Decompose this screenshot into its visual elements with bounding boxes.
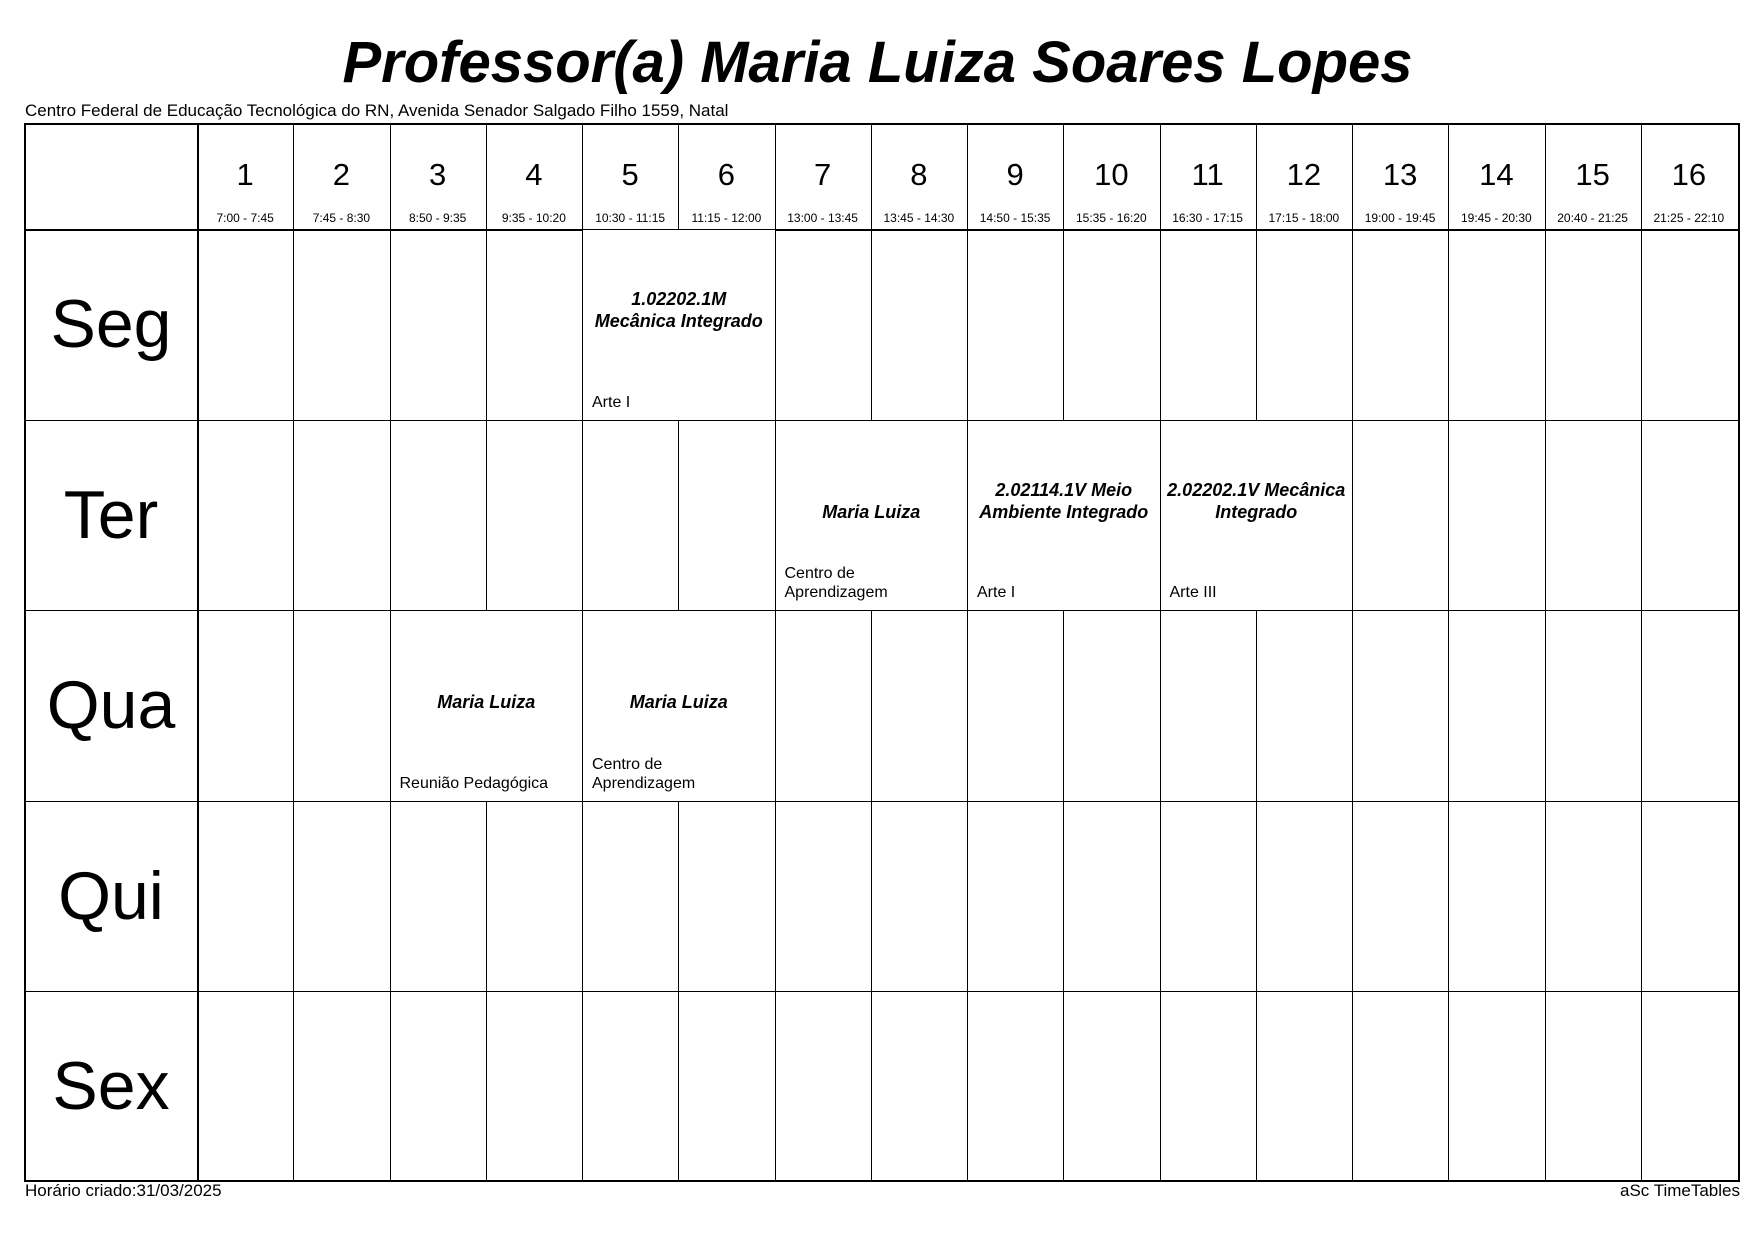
period-header xyxy=(1352,125,1448,229)
period-number: 2 xyxy=(332,157,350,192)
header-divider xyxy=(26,229,1738,231)
period-column-line xyxy=(1160,125,1161,1180)
period-header xyxy=(486,125,582,229)
lesson-subject: Arte III xyxy=(1169,584,1217,601)
period-header xyxy=(1160,125,1256,229)
period-number: 1 xyxy=(236,157,254,192)
period-number: 14 xyxy=(1479,157,1514,192)
period-header xyxy=(1641,125,1737,229)
day-label: Qui xyxy=(58,857,164,934)
timetable-grid xyxy=(24,123,1740,1182)
period-number: 5 xyxy=(621,157,639,192)
period-number: 11 xyxy=(1191,157,1224,192)
period-number: 12 xyxy=(1286,157,1322,192)
period-header xyxy=(1545,125,1641,229)
period-number: 15 xyxy=(1575,157,1610,192)
period-column-line xyxy=(1545,125,1546,1180)
period-time: 13:45 - 14:30 xyxy=(883,211,955,225)
period-header xyxy=(390,125,486,229)
period-header xyxy=(775,125,871,229)
period-column-line xyxy=(1641,125,1642,1180)
period-header xyxy=(871,125,967,229)
created-date: Horário criado:31/03/2025 xyxy=(25,1181,222,1200)
day-label: Sex xyxy=(52,1048,170,1125)
lesson-title: Maria Luiza xyxy=(629,692,728,712)
period-time: 15:35 - 16:20 xyxy=(1076,211,1147,225)
period-time: 14:50 - 15:35 xyxy=(979,211,1051,225)
day-label: Qua xyxy=(46,667,176,744)
period-time: 7:00 - 7:45 xyxy=(216,211,274,225)
period-time: 13:00 - 13:45 xyxy=(787,211,858,225)
period-time: 10:30 - 11:15 xyxy=(595,211,666,225)
day-column-divider xyxy=(197,125,199,1180)
period-column-line xyxy=(871,125,872,1180)
day-label: Ter xyxy=(63,476,159,553)
period-time: 21:25 - 22:10 xyxy=(1653,211,1725,225)
lesson-title: Maria Luiza xyxy=(822,501,921,522)
period-header xyxy=(1448,125,1544,229)
period-time: 9:35 - 10:20 xyxy=(501,211,566,225)
period-header xyxy=(1256,125,1352,229)
period-number: 8 xyxy=(910,157,928,192)
lesson-subject: Arte I xyxy=(977,584,1016,601)
lesson-subject: Reunião Pedagógica xyxy=(399,774,549,792)
page-title: Professor(a) Maria Luiza Soares Lopes xyxy=(342,30,1413,95)
lesson-subject: Arte I xyxy=(592,393,631,411)
period-column-line xyxy=(1352,125,1353,1180)
period-header xyxy=(1063,125,1159,229)
period-time: 7:45 - 8:30 xyxy=(312,211,371,225)
lesson-card xyxy=(775,420,969,612)
period-header xyxy=(582,125,678,229)
period-number: 16 xyxy=(1671,157,1707,192)
software-credit: aSc TimeTables xyxy=(1620,1181,1740,1200)
lesson-card xyxy=(1160,420,1354,612)
period-number: 4 xyxy=(525,157,543,192)
period-number: 10 xyxy=(1094,157,1129,192)
period-number: 7 xyxy=(814,157,832,192)
period-time: 19:00 - 19:45 xyxy=(1364,211,1436,225)
period-column-line xyxy=(1256,125,1257,1180)
period-column-line xyxy=(1063,125,1064,1180)
lesson-card xyxy=(967,420,1161,612)
lesson-subject: Centro de Aprendizagem xyxy=(592,755,696,792)
day-label: Seg xyxy=(50,286,172,363)
period-number: 6 xyxy=(717,157,735,192)
period-number: 13 xyxy=(1382,157,1418,192)
day-row-line xyxy=(26,991,1738,992)
lesson-card xyxy=(582,610,776,802)
lesson-subject: Centro de Aprendizagem xyxy=(784,565,888,601)
period-header xyxy=(293,125,389,229)
lesson-title: Maria Luiza xyxy=(437,692,536,712)
period-number: 9 xyxy=(1006,157,1024,192)
period-time: 16:30 - 17:15 xyxy=(1172,211,1243,225)
period-column-line xyxy=(967,125,968,1180)
period-time: 8:50 - 9:35 xyxy=(408,211,467,225)
lesson-title: 1.02202.1M Mecânica Integrado xyxy=(594,289,763,331)
period-header xyxy=(678,125,774,229)
period-number: 3 xyxy=(429,157,447,192)
period-header xyxy=(967,125,1063,229)
period-column-line xyxy=(293,125,294,1180)
lesson-card xyxy=(390,610,584,802)
period-time: 11:15 - 12:00 xyxy=(691,211,762,225)
lesson-card xyxy=(582,229,776,421)
lesson-title: 2.02202.1V Mecânica Integrado xyxy=(1167,479,1346,522)
period-header xyxy=(197,125,293,229)
period-time: 17:15 - 18:00 xyxy=(1268,211,1340,225)
institution-address: Centro Federal de Educação Tecnológica do RN, Avenida Senador Salgado Filho 1559, Natal xyxy=(25,101,729,120)
period-time: 19:45 - 20:30 xyxy=(1461,211,1532,225)
lesson-title: 2.02114.1V Meio Ambiente Integrado xyxy=(979,479,1149,522)
period-column-line xyxy=(1448,125,1449,1180)
period-time: 20:40 - 21:25 xyxy=(1557,211,1628,225)
day-row-line xyxy=(26,801,1738,802)
